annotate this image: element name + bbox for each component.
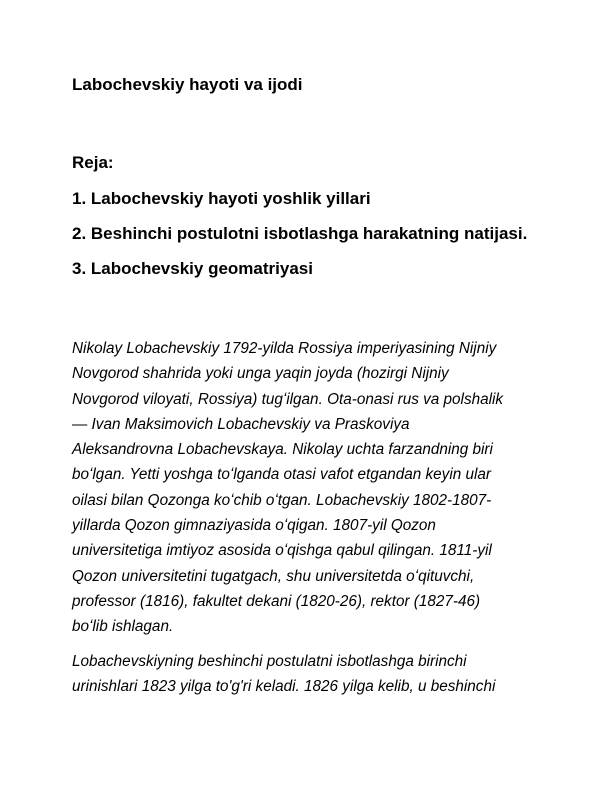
paragraph-line: Novgorod shahrida yoki unga yaqin joyda (hozirgi Nijniy (72, 365, 449, 383)
paragraph-line: boʻlgan. Yetti yoshga toʻlganda otasi vafot etgandan keyin ular (72, 466, 491, 484)
biography-paragraph (72, 336, 547, 640)
postulate-paragraph (72, 649, 547, 700)
paragraph-line: Nikolay Lobachevskiy 1792-yilda Rossiya imperiyasining Nijniy (72, 340, 497, 357)
paragraph-line: boʻlib ishlagan. (72, 618, 174, 636)
plan-item: 1. Labochevskiy hayoti yoshlik yillari (72, 189, 371, 208)
paragraph-line: Qozon universitetini tugatgach, shu universitetda oʻqituvchi, (72, 567, 475, 585)
paragraph-line: yillarda Qozon gimnaziyasida oʻqigan. 1807-yil Qozon (72, 517, 436, 535)
paragraph-line: Aleksandrovna Lobachevskaya. Nikolay uchta farzandning biri (72, 441, 493, 459)
paragraph-line: urinishlari 1823 yilga to'g'ri keladi. 1826 yilga kelib, u beshinchi (72, 678, 496, 696)
paragraph-line: professor (1816), fakultet dekani (1820-26), rektor (1827-46) (72, 592, 481, 610)
paragraph-line: — Ivan Maksimovich Lobachevskiy va Praskoviya (72, 415, 410, 433)
paragraph-line: universitetiga imtiyoz asosida oʻqishga qabul qilingan. 1811-yil (72, 542, 492, 560)
plan-heading: Reja: (72, 153, 114, 172)
document-title: Labochevskiy hayoti va ijodi (72, 75, 303, 94)
plan-list (72, 188, 527, 293)
plan-item: 2. Beshinchi postulotni isbotlashga harakatning natijasi. (72, 224, 528, 243)
plan-item: 3. Labochevskiy geomatriyasi (72, 259, 313, 278)
paragraph-line: Novgorod viloyati, Rossiya) tugʻilgan. Ota-onasi rus va polshalik (72, 390, 504, 408)
paragraph-line: Lobachevskiyning beshinchi postulatni isbotlashga birinchi (72, 653, 467, 670)
paragraph-line: oilasi bilan Qozonga koʻchib oʻtgan. Lobachevskiy 1802-1807- (72, 491, 492, 509)
